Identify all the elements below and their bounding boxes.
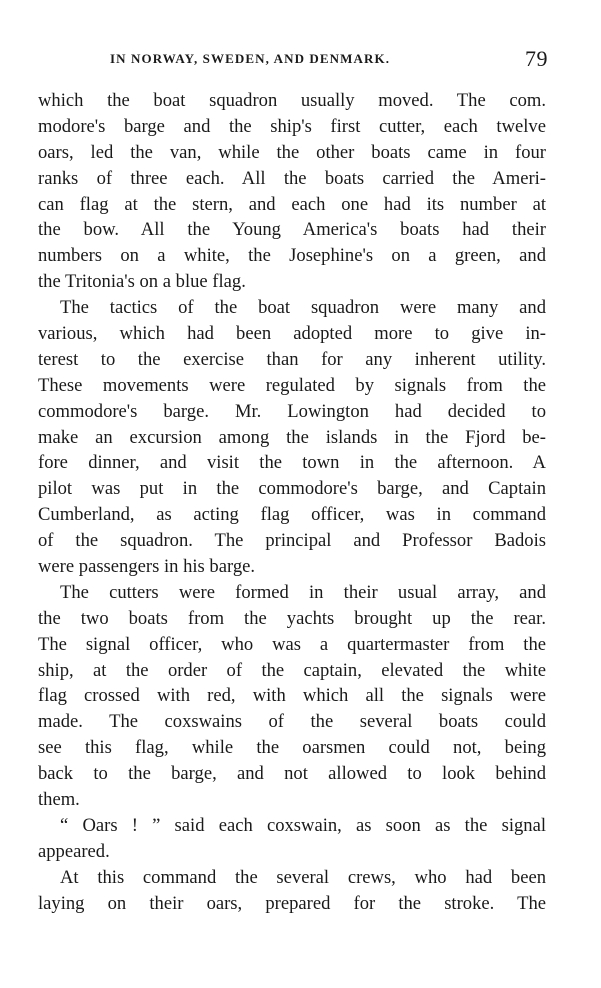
text-line: flag crossed with red, with which all the signals were [38,685,546,707]
text-line: back to the barge, and not allowed to look behind [38,763,546,785]
text-line: make an excursion among the islands in the Fjord be- [38,426,546,448]
text-line: appeared. [38,840,110,862]
text-line: “ Oars ! ” said each coxswain, as soon as the signal [60,814,546,836]
text-line: The signal officer, who was a quartermaster from the [38,633,546,655]
text-line: The tactics of the boat squadron were many and [60,297,546,319]
text-line: Cumberland, as acting flag officer, was in command [38,504,546,526]
paragraph [38,865,546,917]
text-line: can flag at the stern, and each one had its number at [38,193,546,215]
text-line: various, which had been adopted more to give in- [38,323,546,345]
running-head [38,48,548,78]
text-line: which the boat squadron usually moved. The com. [38,90,546,111]
text-line: the Tritonia's on a blue flag. [38,271,246,293]
text-line: At this command the several crews, who had been [60,866,546,888]
text-line: the bow. All the Young America's boats had their [38,219,546,241]
paragraph [38,813,546,865]
paragraph [38,580,546,813]
paragraph [38,295,546,580]
text-line: terest to the exercise than for any inherent utility. [38,348,546,370]
paragraph [38,88,546,295]
running-title: IN NORWAY, SWEDEN, AND DENMARK. [110,51,391,66]
text-line: ranks of three each. All the boats carried the Ameri- [38,167,546,189]
text-line: modore's barge and the ship's first cutter, each twelve [38,115,546,137]
body-text [38,88,546,917]
text-line: ship, at the order of the captain, elevated the white [38,659,546,681]
page-number: 79 [525,46,548,71]
text-line: fore dinner, and visit the town in the afternoon. A [38,452,546,474]
text-line: see this flag, while the oarsmen could not, being [38,737,546,759]
text-line: numbers on a white, the Josephine's on a green, and [38,245,546,267]
text-line: were passengers in his barge. [38,556,256,578]
text-line: laying on their oars, prepared for the stroke. The [38,892,546,914]
text-line: of the squadron. The principal and Professor Badois [38,530,546,552]
text-line: the two boats from the yachts brought up the rear. [38,607,546,629]
text-line: The cutters were formed in their usual array, and [60,581,546,603]
text-line: These movements were regulated by signals from the [38,374,546,396]
text-line: them. [38,789,80,811]
text-line: commodore's barge. Mr. Lowington had decided to [38,400,546,422]
text-line: made. The coxswains of the several boats could [38,711,546,733]
text-line: pilot was put in the commodore's barge, and Captain [38,478,546,500]
text-line: oars, led the van, while the other boats came in four [38,141,546,163]
